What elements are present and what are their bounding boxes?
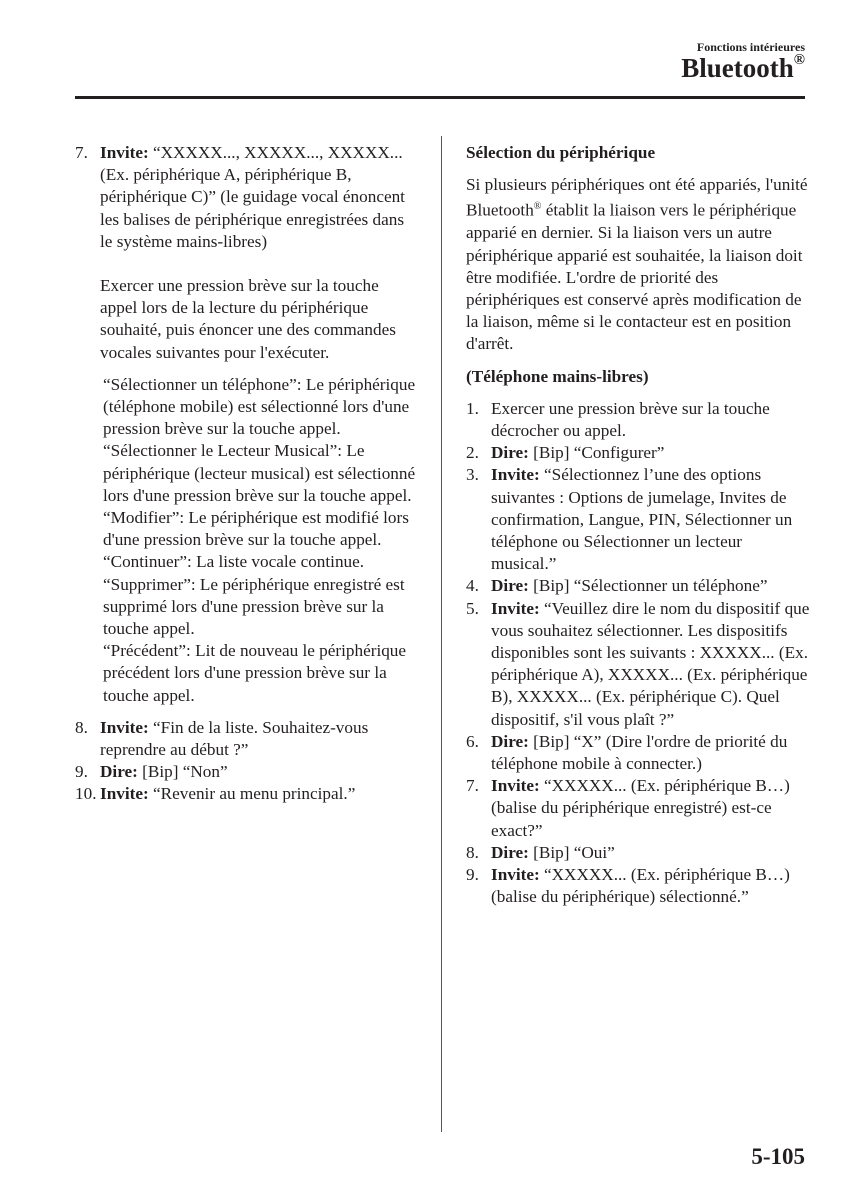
step-body bbox=[491, 464, 811, 575]
step-text: [Bip] “Oui” bbox=[528, 842, 615, 862]
item-number: 9. bbox=[75, 762, 88, 782]
step-number: 2. bbox=[466, 443, 479, 463]
bullet-icon bbox=[89, 440, 103, 507]
step-label: Dire: bbox=[491, 731, 529, 751]
subsection-heading: (Téléphone mains-libres) bbox=[466, 366, 649, 386]
step-body bbox=[491, 842, 811, 864]
page-title bbox=[681, 54, 805, 84]
step-number: 4. bbox=[466, 576, 479, 596]
step-number: 1. bbox=[466, 398, 479, 418]
bullet-text: “Sélectionner un téléphone”: Le périphérique (téléphone mobile) est sélectionné lors d'une pression brève sur la touche appel. bbox=[103, 374, 416, 439]
list-item bbox=[75, 142, 420, 253]
step-body bbox=[491, 731, 811, 775]
step-body bbox=[491, 442, 811, 464]
list-item bbox=[466, 731, 811, 775]
step-label: Dire: bbox=[491, 842, 529, 862]
list-item bbox=[89, 640, 420, 707]
item-text: “Revenir au menu principal.” bbox=[148, 784, 356, 804]
item-text: [Bip] “Non” bbox=[137, 762, 228, 782]
list-item bbox=[75, 717, 420, 761]
step-label: Invite: bbox=[491, 865, 540, 885]
step-label: Dire: bbox=[491, 576, 529, 596]
bullet-text: “Continuer”: La liste vocale continue. bbox=[103, 552, 365, 572]
step-label: Invite: bbox=[491, 598, 540, 618]
step-text: [Bip] “Sélectionner un téléphone” bbox=[528, 576, 768, 596]
step-number: 6. bbox=[466, 731, 479, 751]
item-number: 8. bbox=[75, 717, 88, 737]
item-label: Invite: bbox=[100, 784, 149, 804]
section-heading: Sélection du périphérique bbox=[466, 143, 656, 162]
step-body bbox=[491, 398, 811, 442]
step-body bbox=[491, 575, 811, 597]
list-item bbox=[466, 575, 811, 597]
list-item bbox=[89, 507, 420, 551]
list-item bbox=[466, 864, 811, 908]
list-item bbox=[75, 783, 420, 805]
section-label: Fonctions intérieures bbox=[696, 40, 805, 54]
bullet-icon bbox=[89, 574, 103, 641]
bullet-text: “Sélectionner le Lecteur Musical”: Le périphérique (lecteur musical) est sélectionné lors d'une pression brève sur la touche appel. bbox=[103, 441, 416, 505]
item-label: Invite: bbox=[100, 143, 149, 162]
list-item bbox=[89, 574, 420, 641]
list-item bbox=[89, 374, 420, 441]
instruction-paragraph: Exercer une pression brève sur la touche appel lors de la lecture du périphérique souhaité, puis énoncer une des commandes vocales suivantes pour l'exécuter. bbox=[100, 276, 396, 362]
step-label: Dire: bbox=[491, 443, 529, 463]
bullet-icon bbox=[89, 551, 103, 573]
intro-text-end: établit la liaison vers le périphérique apparié en dernier. Si la liaison vers un autre périphérique apparié est souhaitée, la liaison doit être modifiée. L'ordre de priorité des périphériques est conservé après modification de la liaison, même si le contacteur est en position d'arrêt. bbox=[466, 201, 803, 354]
step-text: “Veuillez dire le nom du dispositif que vous souhaitez sélectionner. Les dispositifs disponibles sont les suivants : XXXXX... (Ex. périphérique A), XXXXX... (Ex. périphérique B), XXXXX... (Ex. périphérique C). Quel dispositif, s'il vous plaît ?” bbox=[491, 598, 810, 729]
step-number: 7. bbox=[466, 776, 479, 796]
page-number: 5-105 bbox=[751, 1144, 805, 1169]
list-item bbox=[75, 761, 420, 783]
header-rule bbox=[75, 96, 805, 99]
step-number: 3. bbox=[466, 465, 479, 485]
voice-command-list bbox=[89, 374, 420, 707]
step-text: “XXXXX... (Ex. périphérique B…) (balise du périphérique) sélectionné.” bbox=[491, 865, 790, 907]
bullet-icon bbox=[89, 374, 103, 441]
bullet-text: “Modifier”: Le périphérique est modifié lors d'une pression brève sur la touche appel. bbox=[103, 508, 409, 550]
list-item bbox=[466, 598, 811, 731]
bullet-text: “Supprimer”: Le périphérique enregistré est supprimé lors d'une pression brève sur la touche appel. bbox=[103, 574, 405, 639]
step-text: “Sélectionnez l’une des options suivantes : Options de jumelage, Invites de confirmation, Langue, PIN, Sélectionner un téléphone ou Sélectionner un lecteur musical.” bbox=[491, 465, 793, 574]
step-body bbox=[491, 864, 811, 908]
step-text: Exercer une pression brève sur la touche décrocher ou appel. bbox=[491, 398, 770, 440]
step-text: [Bip] “X” (Dire l'ordre de priorité du téléphone mobile à connecter.) bbox=[491, 731, 788, 774]
step-label: Invite: bbox=[491, 465, 540, 485]
intro-text-start: Si plusieurs périphériques ont été appariés, l'unité Bluetooth bbox=[466, 175, 808, 221]
step-body bbox=[491, 598, 811, 731]
item-label: Invite: bbox=[100, 717, 149, 737]
list-item bbox=[89, 551, 420, 573]
list-item bbox=[466, 775, 811, 842]
registered-mark: ® bbox=[533, 201, 542, 213]
item-body bbox=[100, 761, 420, 783]
item-number: 10. bbox=[75, 784, 97, 804]
column-divider bbox=[441, 136, 442, 1132]
list-item bbox=[466, 464, 811, 575]
item-text: “Fin de la liste. Souhaitez-vous reprendre au début ?” bbox=[100, 717, 369, 760]
left-column bbox=[75, 142, 420, 806]
step-label: Invite: bbox=[491, 776, 540, 796]
item-body bbox=[100, 142, 420, 253]
intro-paragraph bbox=[466, 174, 811, 355]
registered-mark: ® bbox=[793, 52, 805, 68]
step-text: [Bip] “Configurer” bbox=[528, 443, 665, 463]
step-number: 9. bbox=[466, 865, 479, 885]
page-title-text: Bluetooth bbox=[681, 53, 794, 83]
step-number: 5. bbox=[466, 598, 479, 618]
item-body bbox=[100, 783, 420, 805]
right-column bbox=[466, 142, 811, 908]
item-body bbox=[100, 717, 420, 761]
step-text: “XXXXX... (Ex. périphérique B…) (balise du périphérique enregistré) est-ce exact?” bbox=[491, 776, 790, 840]
list-item bbox=[466, 398, 811, 442]
list-item bbox=[89, 440, 420, 507]
bullet-icon bbox=[89, 507, 103, 551]
list-item bbox=[466, 842, 811, 864]
bullet-icon bbox=[89, 640, 103, 707]
step-number: 8. bbox=[466, 842, 479, 862]
item-text: “XXXXX..., XXXXX..., XXXXX... (Ex. périphérique A, périphérique B, périphérique C)” (le guidage vocal énoncent les balises de périphérique enregistrées dans le système mains-libres) bbox=[100, 143, 405, 251]
step-body bbox=[491, 775, 811, 842]
list-item bbox=[466, 442, 811, 464]
item-number: 7. bbox=[75, 143, 88, 162]
item-label: Dire: bbox=[100, 762, 138, 782]
bullet-text: “Précédent”: Lit de nouveau le périphérique précédent lors d'une pression brève sur la touche appel. bbox=[103, 641, 407, 705]
